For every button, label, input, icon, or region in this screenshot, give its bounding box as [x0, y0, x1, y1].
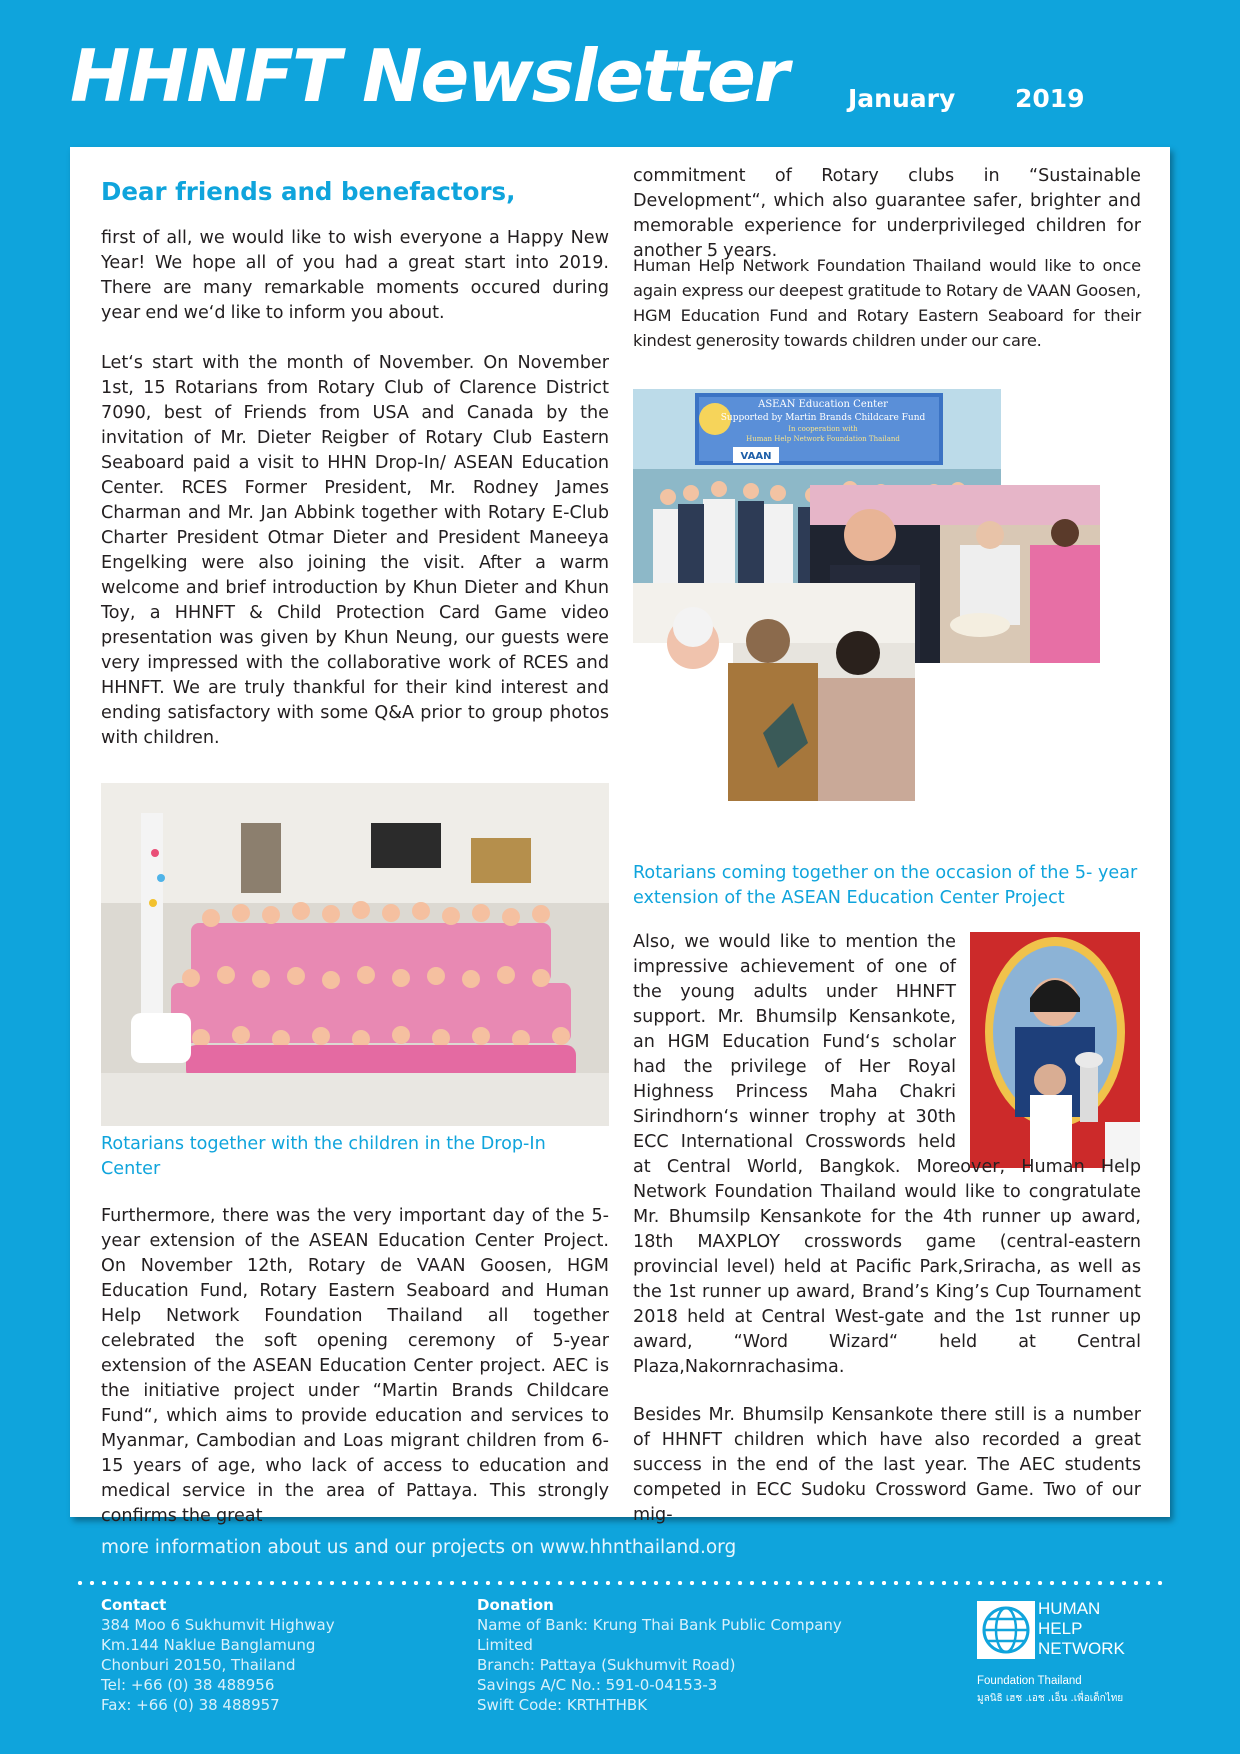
banner-vaan-logo: VAAN	[740, 451, 772, 462]
contact-line: Chonburi 20150, Thailand	[101, 1656, 296, 1674]
contact-line: Fax: +66 (0) 38 488957	[101, 1696, 280, 1714]
other-children-paragraph: Besides Mr. Bhumsilp Kensankote there still is a number of HHNFT children which have also recorded a great success in the end of the last year. The AEC students competed in ECC Sudoku Crossword Game. Two of our mig-	[633, 1405, 1141, 1525]
issue-year: 2019	[1015, 84, 1085, 113]
donation-line: Branch: Pattaya (Sukhumvit Road)	[477, 1656, 736, 1674]
banner-line-4: Human Help Network Foundation Thailand	[746, 435, 900, 443]
donation-line: Swift Code: KRTHTHBK	[477, 1696, 648, 1714]
donation-line: Savings A/C No.: 591-0-04153-3	[477, 1676, 718, 1694]
rotary-commitment-paragraph: commitment of Rotary clubs in “Sustainable Development“, which also guarantee safer, brighter and memorable experience for underprivileged children for another 5 years.	[633, 166, 1141, 261]
group-photo-image	[101, 783, 609, 1126]
bhumsilp-text-visible: Also, we would like to mention the impressive achievement of one of the young adults under HHNFT support. Mr. Bhumsilp Kensankote, an HGM Education Fund‘s scholar had the privilege of Her Royal Highness Princess Maha Chakri Sirindhorn‘s winner trophy at 30th ECC International Crosswords held at Central World, Bangkok. Moreover, Human Help Network Foundation Thailand would like to congratulate Mr. Bhumsilp Kensankote for the 4th runner up award, 18th MAXPLOY crosswords game (central-eastern provincial level) held at Pacific Park,Sriracha, as well as the 1st runner up award, Brand’s King’s Cup Tournament 2018 held at Central West-gate and the 1st runner up award, “Word Wizard“ held at Central Plaza,Nakornrachasima.	[633, 932, 1141, 1377]
logo-wordmark	[1038, 1599, 1125, 1659]
article-sheet	[70, 147, 1170, 1526]
hhn-logo	[975, 1599, 1145, 1709]
logo-subtitle-thai: มูลนิธิ เฮช .เอช .เอ็น .เพื่อเด็กไทย	[977, 1693, 1124, 1704]
contact-line: Tel: +66 (0) 38 488956	[101, 1676, 275, 1694]
donation-line: Limited	[477, 1636, 533, 1654]
intro-paragraph: first of all, we would like to wish everyone a Happy New Year! We hope all of you had a great start into 2019. There are many remarkable moments occured during year end we‘d like to inform you about.	[101, 228, 609, 323]
bhumsilp-achievement-paragraph	[633, 930, 1141, 1380]
contact-line: 384 Moo 6 Sukhumvit Highway	[101, 1616, 335, 1634]
banner-line-1: ASEAN Education Center	[758, 399, 888, 410]
contact-heading: Contact	[101, 1596, 167, 1614]
donation-line: Name of Bank: Krung Thai Bank Public Company	[477, 1616, 842, 1634]
logo-subtitle: Foundation Thailand	[977, 1675, 1082, 1687]
globe-icon	[977, 1601, 1035, 1659]
gratitude-paragraph: Human Help Network Foundation Thailand would like to once again express our deepest gratitude to Rotary de VAAN Goosen, HGM Education Fund and Rotary Eastern Seaboard for their kindest generosity towards children under our care.	[633, 256, 1141, 350]
greeting-heading: Dear friends and benefactors,	[101, 177, 516, 206]
contact-line: Km.144 Naklue Banglamung	[101, 1636, 316, 1654]
newsletter-title: HHNFT Newsletter	[70, 34, 788, 118]
logo-line: HUMAN	[1038, 1599, 1101, 1618]
award-photo-image	[633, 583, 915, 801]
logo-line: NETWORK	[1038, 1639, 1125, 1658]
website-link-text[interactable]: more information about us and our projects on www.hhnthailand.org	[101, 1537, 737, 1558]
drop-in-group-photo	[101, 783, 609, 1126]
masthead	[0, 0, 1240, 146]
photo-caption-aec-extension: Rotarians coming together on the occasion of the 5- year extension of the ASEAN Education Center Project	[633, 863, 1138, 908]
dotted-divider	[74, 1581, 1166, 1585]
banner-line-2: Supported by Martin Brands Childcare Fund	[720, 413, 926, 423]
award-presentation-photo	[633, 583, 915, 801]
issue-month: January	[848, 84, 956, 113]
photo-caption-drop-in: Rotarians together with the children in the Drop-In Center	[101, 1134, 546, 1179]
donation-heading: Donation	[477, 1596, 554, 1614]
contact-block	[101, 1595, 421, 1715]
aec-extension-paragraph: Furthermore, there was the very important day of the 5-year extension of the ASEAN Education Center Project. On November 12th, Rotary de VAAN Goosen, HGM Education Fund, Rotary Eastern Seaboard and Human Help Network Foundation Thailand all together celebrated the soft opening ceremony of 5-year extension of the ASEAN Education Center project. AEC is the initiative project under “Martin Brands Childcare Fund“, which aims to provide education and services to Myanmar, Cambodian and Loas migrant children from 6-15 years of age, who lack of access to education and medical service in the area of Pattaya. This strongly confirms the great	[101, 1206, 609, 1526]
trophy-float-spacer	[956, 930, 1141, 1155]
banner-line-3: In cooperation with	[788, 425, 858, 433]
november-visit-paragraph: Let‘s start with the month of November. On November 1st, 15 Rotarians from Rotary Club of Clarence District 7090, best of Friends from USA and Canada by the invitation of Mr. Dieter Reigber of Rotary Club Eastern Seaboard paid a visit to HHN Drop-In/ ASEAN Education Center. RCES Former President, Mr. Rodney James Charman and Mr. Jan Abbink together with Rotary E-Club Charter President Otmar Dieter and President Maneeya Engelking were also joining the visit. After a warm welcome and brief introduction by Khun Dieter and Khun Toy, a HHNFT & Child Protection Card Game video presentation was given by Khun Neung, our guests were very impressed with the collaborative work of RCES and HHNFT. We are truly thankful for their kind interest and ending satisfactory with some Q&A prior to group photos with children.	[101, 353, 609, 748]
donation-block	[477, 1595, 877, 1715]
logo-line: HELP	[1038, 1619, 1083, 1638]
